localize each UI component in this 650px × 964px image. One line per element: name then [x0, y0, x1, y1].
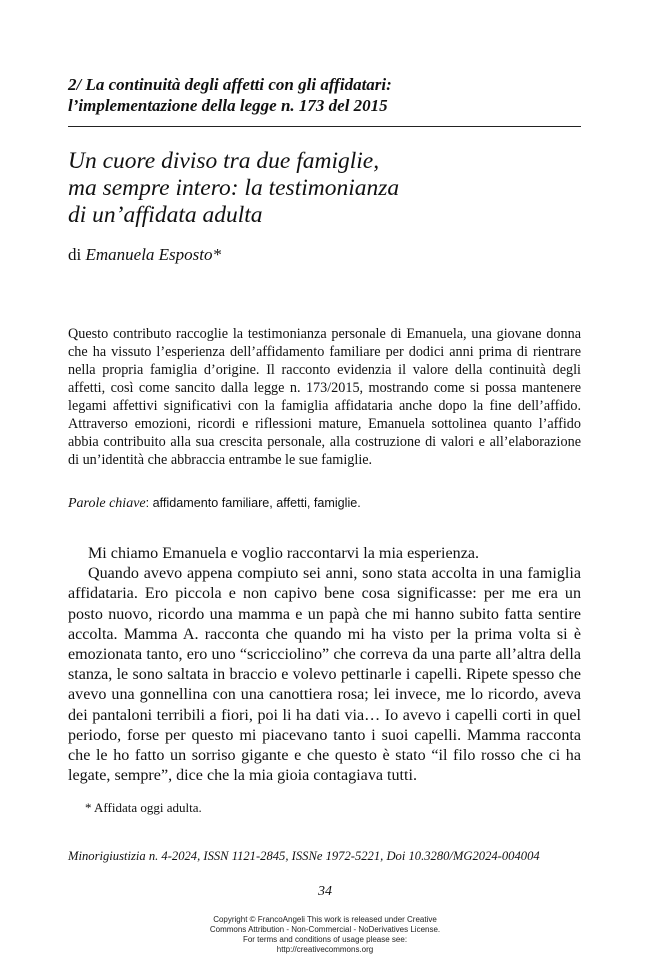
body-paragraph-2: Quando avevo appena compiuto sei anni, sono stata accolta in una famiglia affidataria. Ero piccola e non capivo bene cosa significasse: per me era un posto nuovo, ricordo una mamma e un papà che mi hanno subito fatta sentire accolta. Mamma A. racconta che quando mi ha visto per la prima volta si è emozionata tanto, ero uno “scricciolino” che correva da una parte all’altra della stanza, le sono saltata in braccio e volevo pettinarle i capelli. Ripete spesso che avevo una gonnellina con una canottiera rosa; lei invece, me lo ricordo, aveva dei pantaloni terribili a fiori, poi li ha dati via… Io avevo i capelli corti in quel periodo, forse per questo mi piacevano tanto i suoi capelli. Mamma racconta che le ho fatto un sorriso gigante e che questo è stato “il filo rosso che ci ha legate, sempre”, dice che la mia gioia contagiava tutti. [68, 565, 581, 785]
article-title-line-2: ma sempre intero: la testimonianza [68, 175, 400, 201]
author-line [68, 245, 221, 265]
license-line-4: http://creativecommons.org [276, 945, 374, 954]
heading-rule [68, 126, 581, 127]
keywords-text: affidamento familiare, affetti, famiglie. [152, 496, 361, 510]
license-notice [175, 915, 475, 955]
page-number: 34 [318, 884, 332, 899]
keywords [68, 495, 581, 512]
author-name: Emanuela Esposto* [85, 245, 222, 264]
footnote: * Affidata oggi adulta. [85, 800, 202, 815]
section-heading-line-2: l’implementazione della legge n. 173 del 2015 [68, 96, 388, 115]
body-text [68, 544, 581, 786]
body-paragraph-1: Mi chiamo Emanuela e voglio raccontarvi la mia esperienza. [88, 545, 480, 562]
section-heading-line-1: 2/ La continuità degli affetti con gli affidatari: [68, 75, 392, 94]
keywords-separator: : [145, 496, 153, 510]
keywords-label: Parole chiave [68, 496, 146, 511]
license-line-1: Copyright © FrancoAngeli This work is released under Creative [213, 915, 437, 924]
article-title-line-3: di un’affidata adulta [68, 202, 263, 228]
abstract: Questo contributo raccoglie la testimonianza personale di Emanuela, una giovane donna che ha vissuto l’esperienza dell’affidamento familiare per dodici anni prima di rientrare nella propria famiglia d’origine. Il racconto evidenzia il valore della continuità degli affetti, così come sancito dalla legge n. 173/2015, mostrando come si possa mantenere legami affettivi significativi con la famiglia affidataria anche dopo la fine dell’affido. Attraverso emozioni, ricordi e riflessioni mature, Emanuela sottolinea quanto l’affido abbia contribuito alla sua crescita personale, alla costruzione di valori e all’elaborazione di un’identità che abbraccia entrambe le sue famiglie. [68, 326, 581, 468]
journal-citation: Minorigiustizia n. 4-2024, ISSN 1121-2845, ISSNe 1972-5221, Doi 10.3280/MG2024-004004 [68, 849, 540, 863]
author-prefix: di [68, 245, 82, 264]
license-line-3: For terms and conditions of usage please see: [242, 935, 408, 944]
article-title-line-1: Un cuore diviso tra due famiglie, [68, 148, 380, 174]
section-heading [68, 74, 588, 116]
license-line-2: Commons Attribution - Non-Commercial - NoDerivatives License. [209, 925, 441, 934]
article-title [68, 148, 588, 229]
